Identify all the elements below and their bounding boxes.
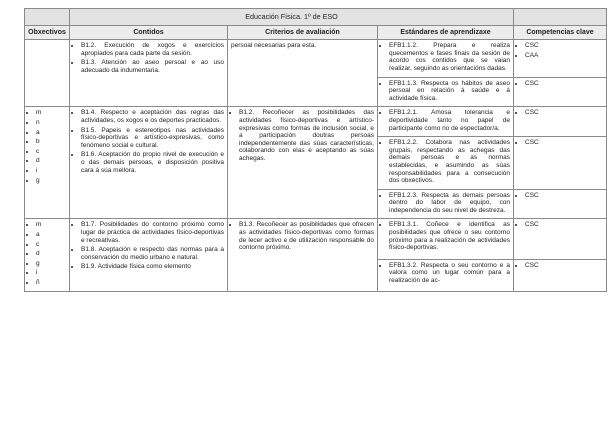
table-title-spacer bbox=[25, 9, 70, 26]
content-item: • B1.5. Papeis e estereotipos nas actividades físico-deportivas e artístico-expresivas, como fenómeno social e cultural. bbox=[81, 127, 224, 150]
content-item: • B1.8. Aceptación e respecto das normas para a conservación do medio urbano e natural. bbox=[81, 246, 224, 261]
competences-cell bbox=[514, 137, 607, 190]
competence-item: • CSC bbox=[525, 80, 603, 88]
standard-item: • EFB1.2.2. Colabora nas actividades grupais, respectando as achegas das demais persoas e as normas establecidas, e asumindo as súas responsabilidades para a consecución dos obxectivos. bbox=[389, 139, 510, 185]
contents-cell bbox=[70, 107, 228, 219]
column-header-competences: Competencias clave bbox=[514, 25, 607, 40]
competence-item: • CSC bbox=[525, 139, 603, 147]
competences-cell bbox=[514, 107, 607, 137]
content-item: • B1.2. Execución de xogos e exercícios apropiados para cada parte da sesión. bbox=[81, 42, 224, 57]
competences-cell bbox=[514, 40, 607, 77]
objective-item: • m bbox=[36, 221, 66, 229]
contents-cell bbox=[70, 40, 228, 107]
standard-cell bbox=[378, 259, 514, 291]
criteria-cell: persoal necesarias para esta. bbox=[228, 40, 378, 107]
standard-cell bbox=[378, 189, 514, 219]
competences-cell bbox=[514, 189, 607, 219]
content-item: • B1.7. Posibilidades do contorno próximo como lugar de práctica de actividades físico-deportivas e recreativas. bbox=[81, 221, 224, 244]
standard-cell bbox=[378, 137, 514, 190]
objectives-cell bbox=[25, 40, 70, 107]
column-header-criteria: Criterios de avaliación bbox=[228, 25, 378, 40]
standard-cell bbox=[378, 107, 514, 137]
table-row bbox=[25, 40, 607, 77]
objective-item: • b bbox=[36, 138, 66, 146]
table-row bbox=[25, 219, 607, 259]
table-title-spacer bbox=[514, 9, 607, 26]
column-header-contents: Contidos bbox=[70, 25, 228, 40]
content-item: • B1.9. Actividade física como elemento bbox=[81, 263, 224, 271]
objective-item: • d bbox=[36, 250, 66, 258]
competence-item: • CSC bbox=[525, 221, 603, 229]
standard-item: • EFB1.2.3. Respecta as demais persoas dentro do labor de equipo, con independencia do seu nivel de destreza. bbox=[389, 192, 510, 215]
objective-item: • g bbox=[36, 177, 66, 185]
objective-item: • n bbox=[36, 119, 66, 127]
objective-item: • c bbox=[36, 241, 66, 249]
standard-item: • EFB1.1.3. Respecta os hábitos de aseo persoal en relación á saúde e á actividade física. bbox=[389, 80, 510, 103]
competences-cell bbox=[514, 219, 607, 259]
objective-item: • g bbox=[36, 260, 66, 268]
competences-cell bbox=[514, 259, 607, 291]
criterion-item: • B1.2. Recoñecer as posibilidades das actividades físico-deportivas e artístico-expresivas como formas de inclusión social, e a participación doutras persoas independentemente das súas características, colaborando con elas e aceptando as súas achegas. bbox=[239, 109, 374, 162]
standard-item: • EFB1.2.1. Amosa tolerancia e deportividade tanto no papel de participante como no de espectador/a. bbox=[389, 109, 510, 132]
content-item: • B1.3. Atención ao aseo persoal e ao uso adecuado da indumentaria. bbox=[81, 59, 224, 74]
objective-item: • i bbox=[36, 167, 66, 175]
table-title: Educación Física. 1º de ESO bbox=[70, 9, 514, 26]
table-row bbox=[25, 107, 607, 137]
curriculum-table bbox=[24, 8, 607, 292]
content-item: • B1.4. Respecto e aceptación das regras das actividades, os xogos e os deportes practicados. bbox=[81, 109, 224, 124]
standard-item: • EFB1.3.1. Coñece e identifica as posibilidades que ofrece o seu contorno próximo para a realización de actividades físico-deportivas. bbox=[389, 221, 510, 251]
competence-item: • CAA bbox=[525, 52, 603, 60]
column-header-standards: Estándares de aprendizaxe bbox=[378, 25, 514, 40]
objective-item: • d bbox=[36, 157, 66, 165]
standard-cell bbox=[378, 77, 514, 107]
content-item: • B1.6. Aceptación do propio nivel de execución e o das demais persoas, e disposición positiva cara á súa mellora. bbox=[81, 151, 224, 174]
objective-item: • i bbox=[36, 269, 66, 277]
competence-item: • CSC bbox=[525, 192, 603, 200]
objective-item: • m bbox=[36, 109, 66, 117]
criteria-cell bbox=[228, 107, 378, 219]
competence-item: • CSC bbox=[525, 262, 603, 270]
competence-item: • CSC bbox=[525, 109, 603, 117]
standard-item: • EFB1.1.2. Prepara e realiza quecementos e fases finais da sesión de acordo cos contidos que se vaian realizar, seguindo as orientacións dadas. bbox=[389, 42, 510, 72]
objective-item: • a bbox=[36, 129, 66, 137]
standard-item: • EFB1.3.2. Respecta o seu contorno e a valora como un lugar común para a realización de ac- bbox=[389, 262, 510, 285]
objectives-cell bbox=[25, 219, 70, 291]
competences-cell bbox=[514, 77, 607, 107]
objectives-cell bbox=[25, 107, 70, 219]
objective-item: • a bbox=[36, 231, 66, 239]
column-header-objectives: Obxectivos bbox=[25, 25, 70, 40]
competence-item: • CSC bbox=[525, 42, 603, 50]
criteria-cell bbox=[228, 219, 378, 291]
standard-cell bbox=[378, 40, 514, 77]
standard-cell bbox=[378, 219, 514, 259]
criterion-item: • B1.3. Recoñecer as posibilidades que ofrecen as actividades físico-deportivas como formas de lecer activo e de utilización responsable do contorno próximo. bbox=[239, 221, 374, 251]
contents-cell bbox=[70, 219, 228, 291]
objective-item: • ñ bbox=[36, 279, 66, 287]
objective-item: • c bbox=[36, 148, 66, 156]
